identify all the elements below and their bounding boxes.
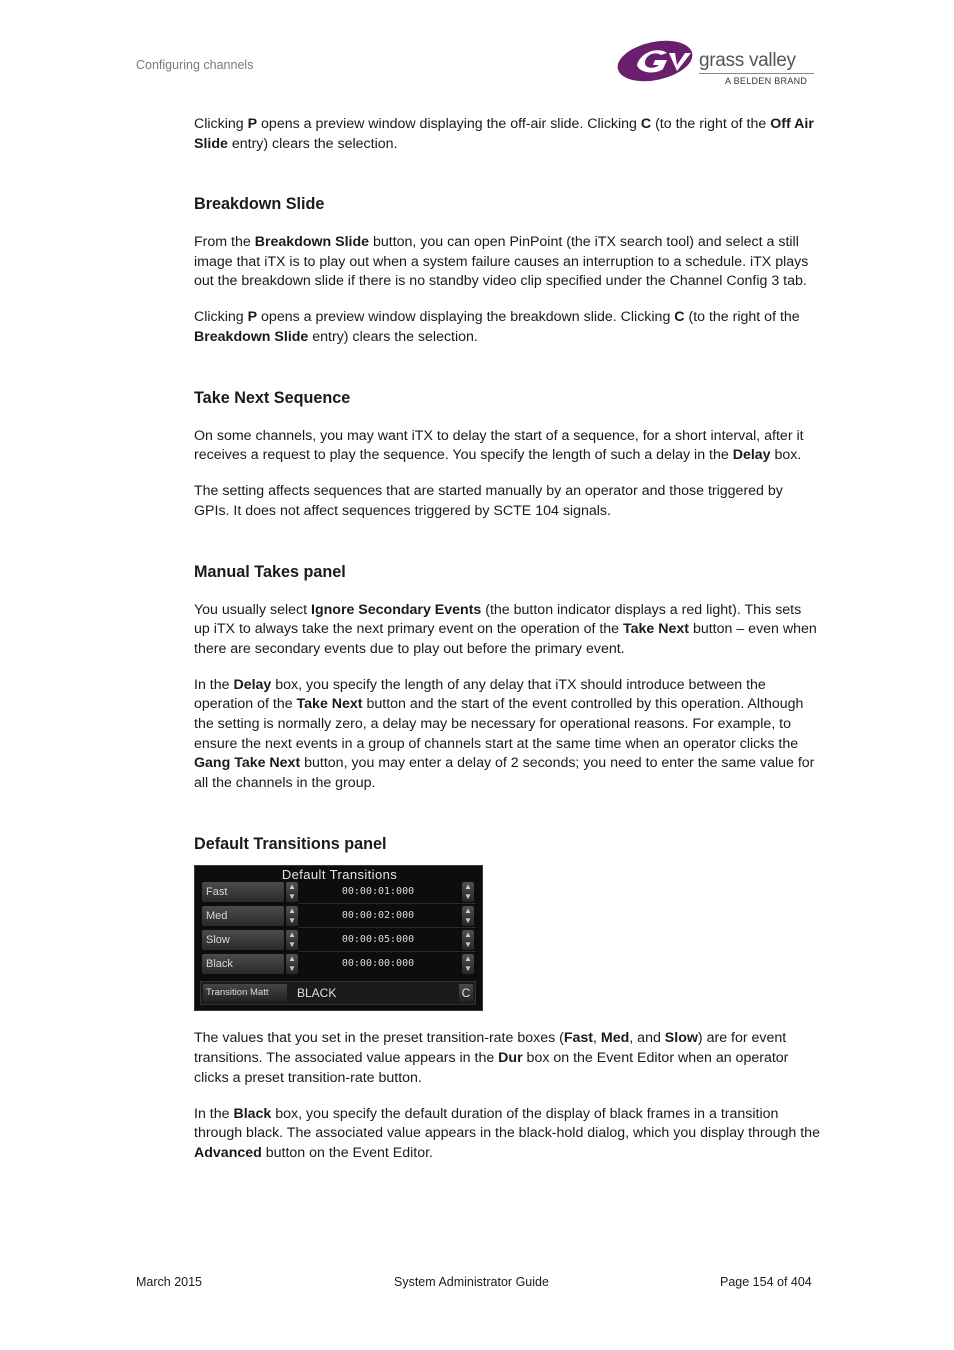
heading-default-transitions-panel: Default Transitions panel (194, 835, 387, 854)
fast-duration-value[interactable]: 00:00:01:000 (341, 886, 415, 898)
bold-term: P (247, 309, 258, 326)
logo-wordmark: grass valley (699, 50, 796, 71)
takenext-paragraph-1 (194, 427, 820, 466)
slow-duration-spinner[interactable]: ▲ ▼ (462, 930, 474, 950)
takenext-paragraph-2 (194, 482, 820, 521)
bold-term: Off Air Slide (194, 116, 814, 152)
text-run: box. (770, 447, 802, 464)
breakdown-paragraph-2 (194, 308, 820, 347)
document-body (194, 115, 820, 1163)
text-run: In the (194, 1105, 234, 1122)
med-duration-value[interactable]: 00:00:02:000 (341, 910, 415, 922)
footer-title: System Administrator Guide (394, 1275, 549, 1289)
text-run: opens a preview window displaying the off-air slide. Clicking (257, 116, 641, 132)
manual-paragraph-2 (194, 676, 820, 794)
fast-duration-spinner[interactable]: ▲ ▼ (462, 882, 474, 902)
fast-button-spinner[interactable]: ▲ ▼ (286, 882, 298, 902)
heading-manual-takes-panel: Manual Takes panel (194, 562, 346, 581)
text-run: From the (194, 234, 255, 251)
transition-row-med (202, 905, 476, 927)
text-run: You usually select (194, 601, 311, 618)
bold-term: Dur (498, 1049, 523, 1066)
transition-row-black (202, 953, 476, 975)
bold-term: Med (600, 1030, 630, 1047)
slow-duration-value[interactable]: 00:00:05:000 (341, 934, 415, 946)
text-run: entry) clears the selection. (308, 329, 478, 346)
text-run: box, you specify the length of any delay that iTX should introduce between the operation of the (194, 676, 766, 713)
logo-swoosh-icon (615, 39, 699, 83)
panel-title: Default Transitions (281, 867, 398, 883)
breakdown-paragraph-1 (194, 233, 820, 292)
logo-divider (699, 73, 814, 74)
med-button[interactable]: Med (202, 906, 284, 926)
text-run: On some channels, you may want iTX to delay the start of a sequence, for a short interval, after it receives a request to play the sequence. You specify the length of such a delay in the (194, 427, 804, 464)
text-run: In the (194, 676, 234, 693)
manual-paragraph-1 (194, 601, 820, 660)
bold-term: Ignore Secondary Events (311, 601, 482, 618)
slow-button[interactable]: Slow (202, 930, 284, 950)
grass-valley-logo (615, 36, 825, 92)
text-run: button, you may enter a delay of 2 seconds; you need to enter the same value for all the channels in the group. (194, 755, 815, 791)
intro-paragraph (194, 115, 820, 154)
transition-row-slow (202, 929, 476, 951)
text-run: button – even when there are secondary events due to play out before the primary event. (194, 621, 817, 657)
transitions-paragraph-2 (194, 1105, 820, 1164)
text-run: button, you can open PinPoint (the iTX search tool) and select a still image that iTX is to play out when a system failure causes an interruption to a schedule. iTX plays out the breakdown slide if there is no standby video clip specified under the Channel Config 3 tab. (194, 234, 809, 290)
black-duration-spinner[interactable]: ▲ ▼ (462, 954, 474, 974)
bold-term: Breakdown Slide (194, 329, 309, 346)
slow-button-spinner[interactable]: ▲ ▼ (286, 930, 298, 950)
bold-term: Take Next (623, 621, 690, 638)
text-run: ) are for event transitions. The associated value appears in the (194, 1030, 787, 1066)
bold-term: Breakdown Slide (254, 234, 370, 251)
text-run: The setting affects sequences that are started manually by an operator and those triggered by GPIs. It does not affect sequences triggered by SCTE 104 signals. (194, 483, 783, 519)
text-run: box on the Event Editor when an operator clicks a preset transition-rate button. (194, 1049, 789, 1086)
transition-row-fast (202, 881, 476, 903)
bold-term: Slow (664, 1030, 698, 1047)
bold-term: Gang Take Next (194, 755, 301, 772)
text-run: (to the right of the (651, 116, 771, 132)
black-button-spinner[interactable]: ▲ ▼ (286, 954, 298, 974)
med-button-spinner[interactable]: ▲ ▼ (286, 906, 298, 926)
text-run: entry) clears the selection. (227, 135, 398, 152)
transition-matt-button[interactable]: Transition Matt (203, 984, 287, 1002)
text-run: box, you specify the default duration of the display of black frames in a transition through black. The associated value appears in the black-hold dialog, which you display through the (194, 1105, 820, 1142)
text-run: opens a preview window displaying the breakdown slide. Clicking (257, 309, 675, 326)
transition-matt-row (200, 981, 476, 1005)
bold-term: Advanced (194, 1144, 262, 1161)
black-button[interactable]: Black (202, 954, 284, 974)
text-run: button and the start of the event controlled by this operation. Although the setting is normally zero, a delay may be necessary for operational reasons. For example, to ensure the next events in a group of channels start at the same time when an operator clicks the (194, 696, 804, 752)
bold-term: Delay (732, 447, 771, 464)
transitions-paragraph-1 (194, 1029, 820, 1088)
bold-term: Black (233, 1105, 272, 1122)
transition-matt-field[interactable]: BLACK (297, 986, 337, 1001)
bold-term: Take Next (296, 696, 363, 713)
text-run: (to the right of the (684, 309, 800, 326)
text-run: Clicking (194, 309, 248, 326)
text-run: Clicking (194, 116, 248, 132)
black-duration-value[interactable]: 00:00:00:000 (341, 958, 415, 970)
bold-term: C (674, 309, 685, 326)
med-duration-spinner[interactable]: ▲ ▼ (462, 906, 474, 926)
transition-matt-clear-button[interactable]: C (459, 984, 473, 1002)
default-transitions-panel (194, 865, 483, 1011)
bold-term: Delay (233, 676, 272, 693)
text-run: (the button indicator displays a red light). This sets up iTX to always take the next primary event on the operation of the (194, 601, 802, 638)
bold-term: P (247, 116, 258, 132)
heading-take-next-sequence: Take Next Sequence (194, 388, 351, 407)
text-run: , and (629, 1030, 665, 1047)
text-run: , (593, 1030, 601, 1047)
text-run: The values that you set in the preset transition-rate boxes ( (194, 1030, 564, 1047)
footer-date: March 2015 (136, 1275, 203, 1289)
fast-button[interactable]: Fast (202, 882, 284, 902)
heading-breakdown-slide: Breakdown Slide (194, 195, 325, 214)
footer-page-number: Page 154 of 404 (720, 1275, 812, 1289)
bold-term: Fast (563, 1030, 594, 1047)
text-run: button on the Event Editor. (261, 1144, 433, 1161)
bold-term: C (640, 116, 652, 132)
logo-tagline: A BELDEN BRAND (725, 76, 808, 86)
section-title: Configuring channels (136, 58, 254, 72)
